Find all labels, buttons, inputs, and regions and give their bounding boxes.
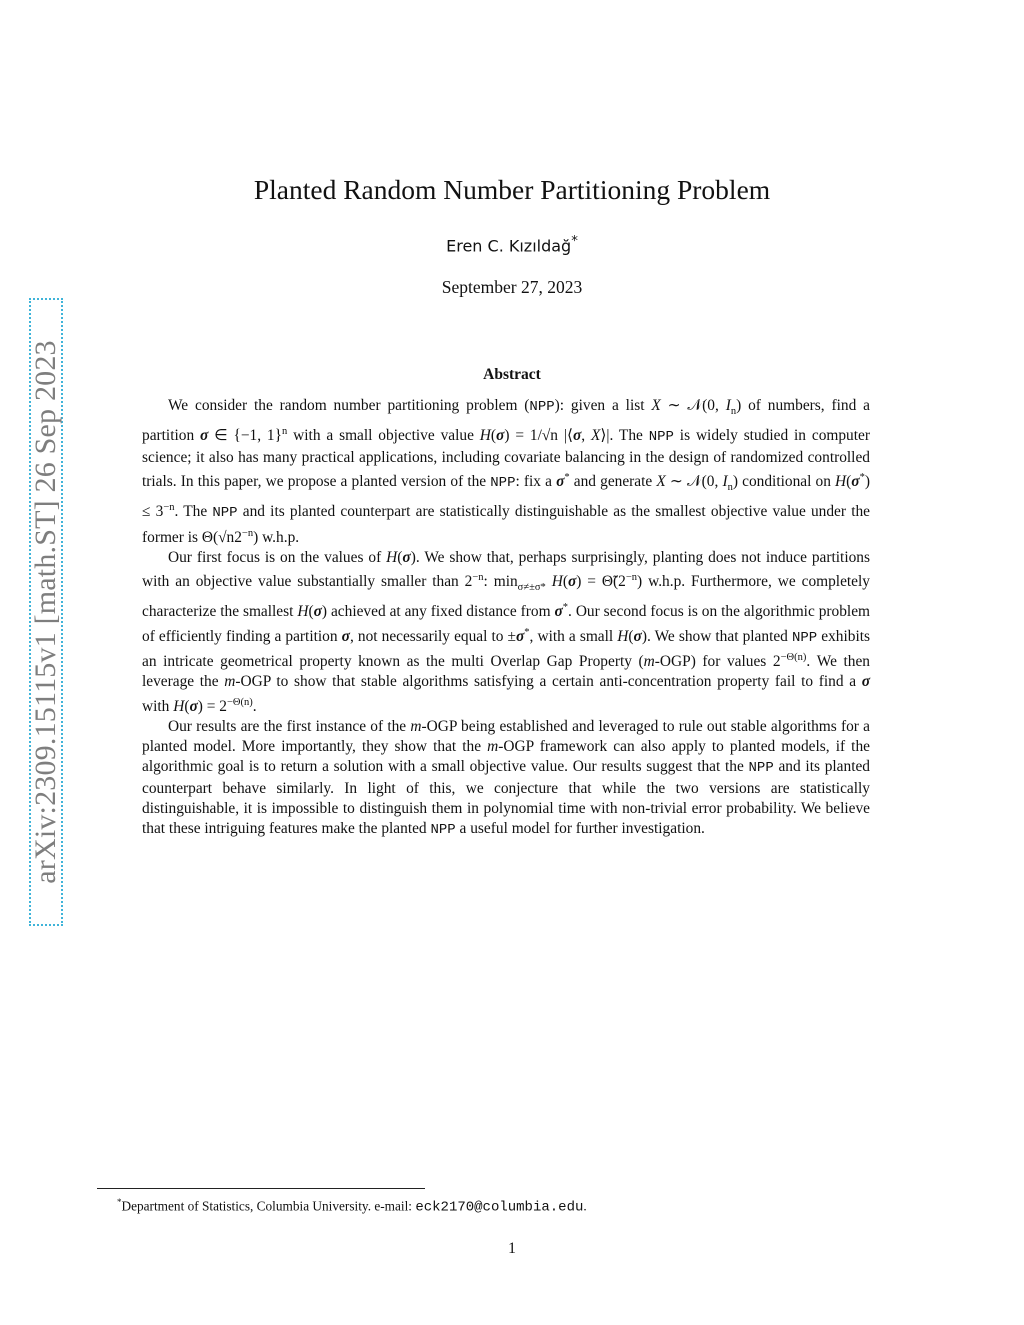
abstract-paragraph-2 — [142, 548, 870, 717]
math-var: X — [656, 472, 666, 490]
math-bold-var: σ — [567, 573, 577, 591]
math-var: H — [835, 472, 847, 490]
math-var: m — [643, 653, 655, 671]
footnote-text: Department of Statistics, Columbia University. e-mail: — [121, 1198, 416, 1214]
math-var: H — [551, 573, 563, 591]
code-term: NPP — [430, 822, 456, 839]
math-var: m — [487, 738, 499, 756]
math-bold-var: σ — [851, 472, 860, 490]
text-run: , not necessarily equal to ± — [349, 627, 516, 645]
text-run: -OGP) for values 2 — [654, 653, 781, 671]
math-var: m — [224, 673, 236, 691]
code-term: NPP — [490, 474, 516, 491]
arxiv-stamp[interactable]: arXiv:2309.15115v1 [math.ST] 26 Sep 2023 — [29, 340, 62, 884]
subscript: σ≠±σ* — [517, 582, 546, 594]
text-run: ( — [490, 427, 497, 445]
code-term: NPP — [212, 505, 238, 522]
text-run: ( — [308, 603, 314, 621]
author-line — [0, 234, 1024, 255]
text-run: ( — [562, 573, 568, 591]
footnote-mark: * — [117, 1197, 122, 1207]
text-run: , with a small — [529, 627, 618, 645]
text-run: with — [142, 697, 174, 715]
text-run: , — [581, 427, 591, 445]
subscript: n — [727, 482, 733, 494]
math-bold-var: σ — [633, 627, 642, 645]
author-footnote-mark: * — [571, 234, 578, 249]
text-run: ( — [397, 548, 403, 566]
paper-title: Planted Random Number Partitioning Problem — [253, 174, 771, 205]
math-bold-var: σ — [572, 427, 582, 445]
math-var: H — [386, 548, 398, 566]
superscript: −Θ(n) — [780, 652, 807, 664]
text-run: ) ≤ 3 — [142, 472, 870, 521]
text-run: . We then leverage the — [142, 653, 870, 691]
superscript: −n — [625, 572, 638, 584]
superscript: * — [859, 471, 865, 483]
text-run: ): given a list — [554, 397, 652, 414]
superscript: * — [562, 602, 569, 614]
text-run: ) w.h.p. — [253, 528, 300, 546]
superscript: n — [282, 426, 288, 438]
text-run: -OGP to show that stable algorithms satisfying a certain anti-concentration property fail to find a — [235, 673, 862, 691]
text-run: Our results are the first instance of the — [168, 718, 411, 735]
text-run: ( — [628, 627, 634, 645]
math-bold-var: σ — [516, 627, 525, 645]
text-run: Our first focus is on the values of — [168, 548, 387, 566]
math-var: H — [617, 627, 629, 645]
text-run: and generate — [569, 472, 657, 490]
math-bold-var: σ — [861, 673, 870, 691]
math-bold-var: σ — [200, 427, 209, 445]
text-run: : fix a — [515, 472, 557, 490]
subscript: n — [730, 406, 737, 418]
text-run: . — [252, 697, 257, 715]
abstract-body — [142, 396, 870, 840]
text-run: with a small objective value — [287, 427, 480, 445]
abstract-paragraph-3 — [142, 717, 870, 840]
math-bold-var: σ — [554, 603, 563, 621]
text-run: ) of numbers, find a partition — [142, 397, 870, 445]
text-run: . The — [174, 503, 213, 521]
text-run: and its planted counterpart are statistically distinguishable as the smallest objective value under the former is Θ(√n2 — [142, 503, 870, 546]
math-bold-var: σ — [189, 697, 198, 715]
text-run: ). We show that planted — [641, 627, 792, 645]
text-run: ∼ 𝒩(0, — [665, 472, 723, 490]
author-name: Eren C. Kızıldağ — [446, 236, 572, 256]
math-var: X — [651, 397, 661, 414]
text-run: -OGP being established and leveraged to rule out stable algorithms for a planted model. More importantly, they show that the — [142, 718, 870, 756]
text-run: exhibits an intricate geometrical property known as the multi Overlap Gap Property ( — [142, 627, 871, 671]
text-run: . Our second focus is on the algorithmic problem of efficiently finding a partition — [142, 603, 870, 645]
math-var: m — [410, 718, 422, 735]
code-term: NPP — [648, 429, 674, 446]
superscript: −n — [163, 502, 175, 514]
text-run: -OGP framework can also apply to planted models, if the algorithmic goal is to return a solution with a small objective value. Our results suggest that the — [142, 738, 870, 776]
text-run: ) = — [504, 427, 530, 445]
text-run: |⟨ — [558, 427, 573, 445]
abstract-heading: Abstract — [483, 366, 541, 383]
code-term: NPP — [529, 399, 555, 415]
text-run: ∼ 𝒩(0, — [660, 397, 726, 414]
text-run: ) w.h.p. Furthermore, we completely characterize the smallest — [142, 573, 870, 621]
text-run: ) achieved at any fixed distance from — [321, 603, 555, 621]
superscript: −n — [472, 572, 484, 584]
superscript: * — [564, 471, 570, 483]
math-bold-var: σ — [556, 472, 565, 490]
text-run: ( — [846, 472, 852, 490]
superscript: −n — [241, 527, 254, 539]
math-var: X — [590, 427, 601, 445]
text-run: ) conditional on — [732, 472, 836, 490]
math-bold-var: σ — [496, 427, 505, 445]
text-run: ) = Θ̃(2 — [576, 573, 626, 591]
text-run: We consider the random number partitioning problem ( — [168, 397, 530, 414]
superscript: * — [524, 626, 530, 638]
footnote — [117, 1194, 937, 1216]
math-var: H — [297, 603, 309, 621]
math-var: H — [173, 697, 185, 715]
math-var: H — [479, 427, 491, 445]
text-run: ) = 2 — [197, 697, 227, 715]
text-run: ( — [184, 697, 190, 715]
footnote-rule — [97, 1188, 425, 1189]
text-run: 1/√n — [529, 427, 558, 445]
math-var: I — [722, 472, 728, 490]
text-run: ⟩|. The — [600, 427, 649, 445]
superscript: −Θ(n) — [226, 696, 253, 708]
code-term: NPP — [748, 760, 774, 777]
text-run: is widely studied in computer science; it also has many practical applications, including covariate balancing in the design of randomized controlled trials. In this paper, we propose a planted version of the — [142, 427, 870, 490]
text-run: a useful model for further investigation. — [455, 820, 705, 838]
page-number: 1 — [508, 1240, 516, 1257]
text-run: and its planted counterpart behave similarly. In light of this, we conjecture that while the two versions are statistically distinguishable, it is impossible to distinguish them in polynomial time with non-trivial error probability. We believe that these intriguing features make the planted — [142, 758, 870, 838]
abstract-paragraph-1 — [142, 396, 870, 548]
paper-date: September 27, 2023 — [441, 277, 583, 297]
footnote-end: . — [583, 1198, 587, 1214]
math-bold-var: σ — [341, 627, 350, 645]
math-var: I — [725, 397, 731, 414]
text-run: ∈ {−1, 1} — [208, 427, 283, 445]
footnote-email-link[interactable]: eck2170@columbia.edu — [415, 1199, 584, 1216]
text-run: : min — [483, 573, 518, 591]
code-term: NPP — [791, 629, 818, 646]
math-bold-var: σ — [402, 548, 411, 566]
text-run: ). We show that, perhaps surprisingly, planting does not induce partitions with an objective value substantially smaller than 2 — [142, 548, 870, 591]
math-bold-var: σ — [313, 603, 322, 621]
